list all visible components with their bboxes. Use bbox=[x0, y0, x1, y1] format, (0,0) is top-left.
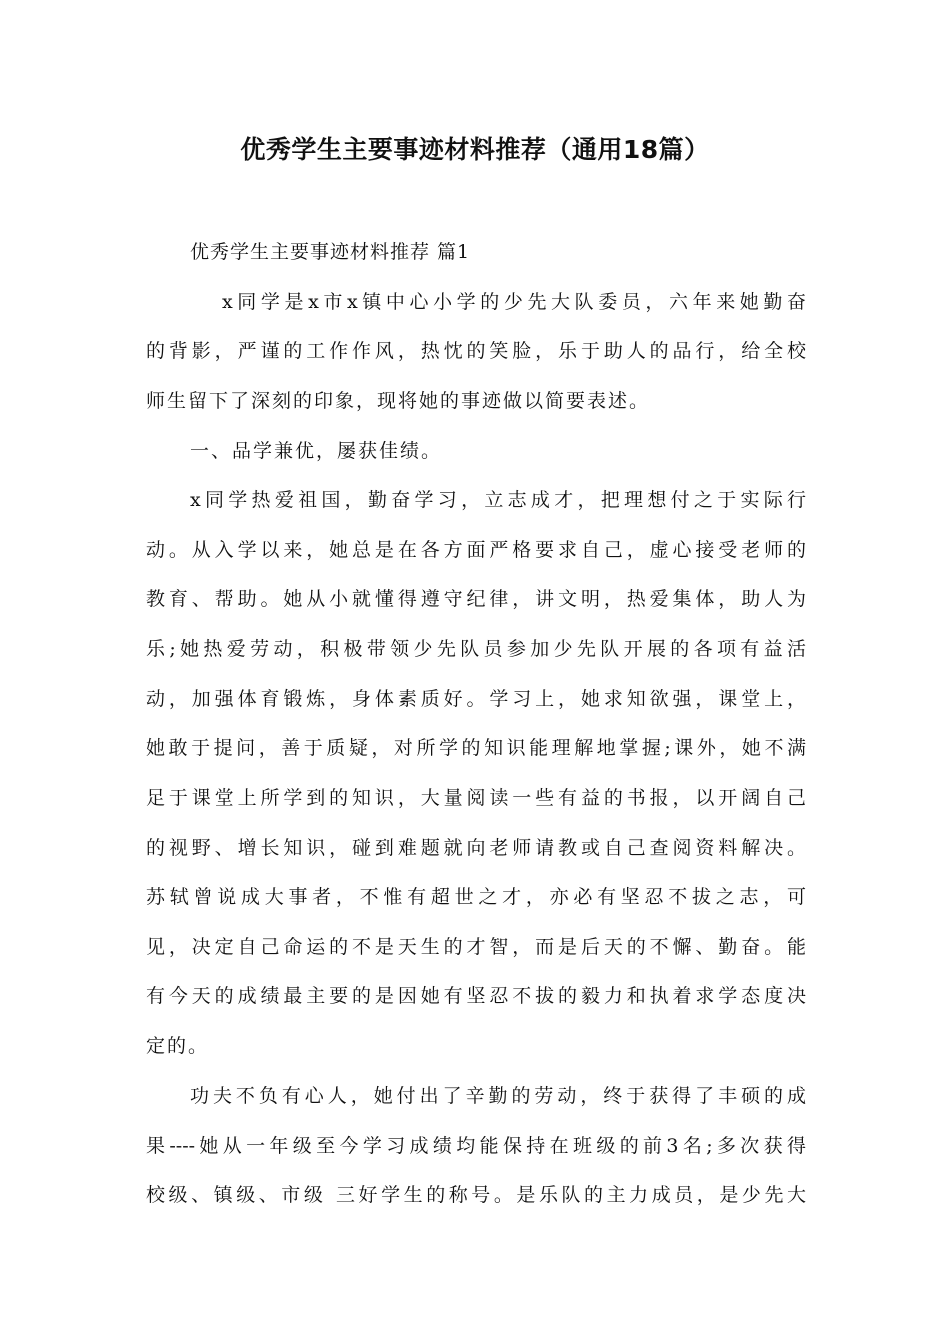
paragraph-line: 见，决定自己命运的不是天生的才智，而是后天的不懈、勤奋。能 bbox=[146, 936, 806, 958]
document-title: 优秀学生主要事迹材料推荐（通用18篇） bbox=[240, 135, 710, 164]
paragraph-line: 校级、镇级、市级 三好学生的称号。是乐队的主力成员，是少先大 bbox=[146, 1184, 806, 1206]
paragraph-line: 师生留下了深刻的印象，现将她的事迹做以简要表述。 bbox=[146, 390, 651, 412]
paragraph-line: 动，加强体育锻炼，身体素质好。学习上，她求知欲强，课堂上， bbox=[146, 688, 806, 710]
section-heading: 优秀学生主要事迹材料推荐 篇1 bbox=[190, 241, 471, 263]
paragraph-line: 教育、帮助。她从小就懂得遵守纪律，讲文明，热爱集体，助人为 bbox=[146, 588, 806, 610]
subheading-line: 一、品学兼优，屡获佳绩。 bbox=[190, 440, 443, 462]
paragraph-line: 动。从入学以来，她总是在各方面严格要求自己，虚心接受老师的 bbox=[146, 539, 806, 561]
paragraph-line: 足于课堂上所学到的知识，大量阅读一些有益的书报，以开阔自己 bbox=[146, 787, 806, 809]
paragraph-line: x同学热爱祖国，勤奋学习，立志成才，把理想付之于实际行 bbox=[190, 489, 806, 511]
paragraph-line: 功夫不负有心人，她付出了辛勤的劳动，终于获得了丰硕的成 bbox=[190, 1085, 806, 1107]
paragraph-line: 有今天的成绩最主要的是因她有坚忍不拔的毅力和执着求学态度决 bbox=[146, 985, 806, 1007]
paragraph-line: 定的。 bbox=[146, 1035, 210, 1057]
paragraph-line: 她敢于提问，善于质疑，对所学的知识能理解地掌握;课外，她不满 bbox=[146, 737, 806, 759]
paragraph-line: 的背影，严谨的工作作风，热忱的笑脸，乐于助人的品行，给全校 bbox=[146, 340, 806, 362]
paragraph-line: x同学是x市x镇中心小学的少先大队委员，六年来她勤奋 bbox=[222, 291, 806, 313]
paragraph-line: 果----她从一年级至今学习成绩均能保持在班级的前3名;多次获得 bbox=[146, 1135, 806, 1157]
paragraph-line: 乐;她热爱劳动，积极带领少先队员参加少先队开展的各项有益活 bbox=[146, 638, 806, 660]
paragraph-line: 的视野、增长知识，碰到难题就向老师请教或自己查阅资料解决。 bbox=[146, 837, 806, 859]
paragraph-line: 苏轼曾说成大事者，不惟有超世之才，亦必有坚忍不拔之志，可 bbox=[146, 886, 806, 908]
